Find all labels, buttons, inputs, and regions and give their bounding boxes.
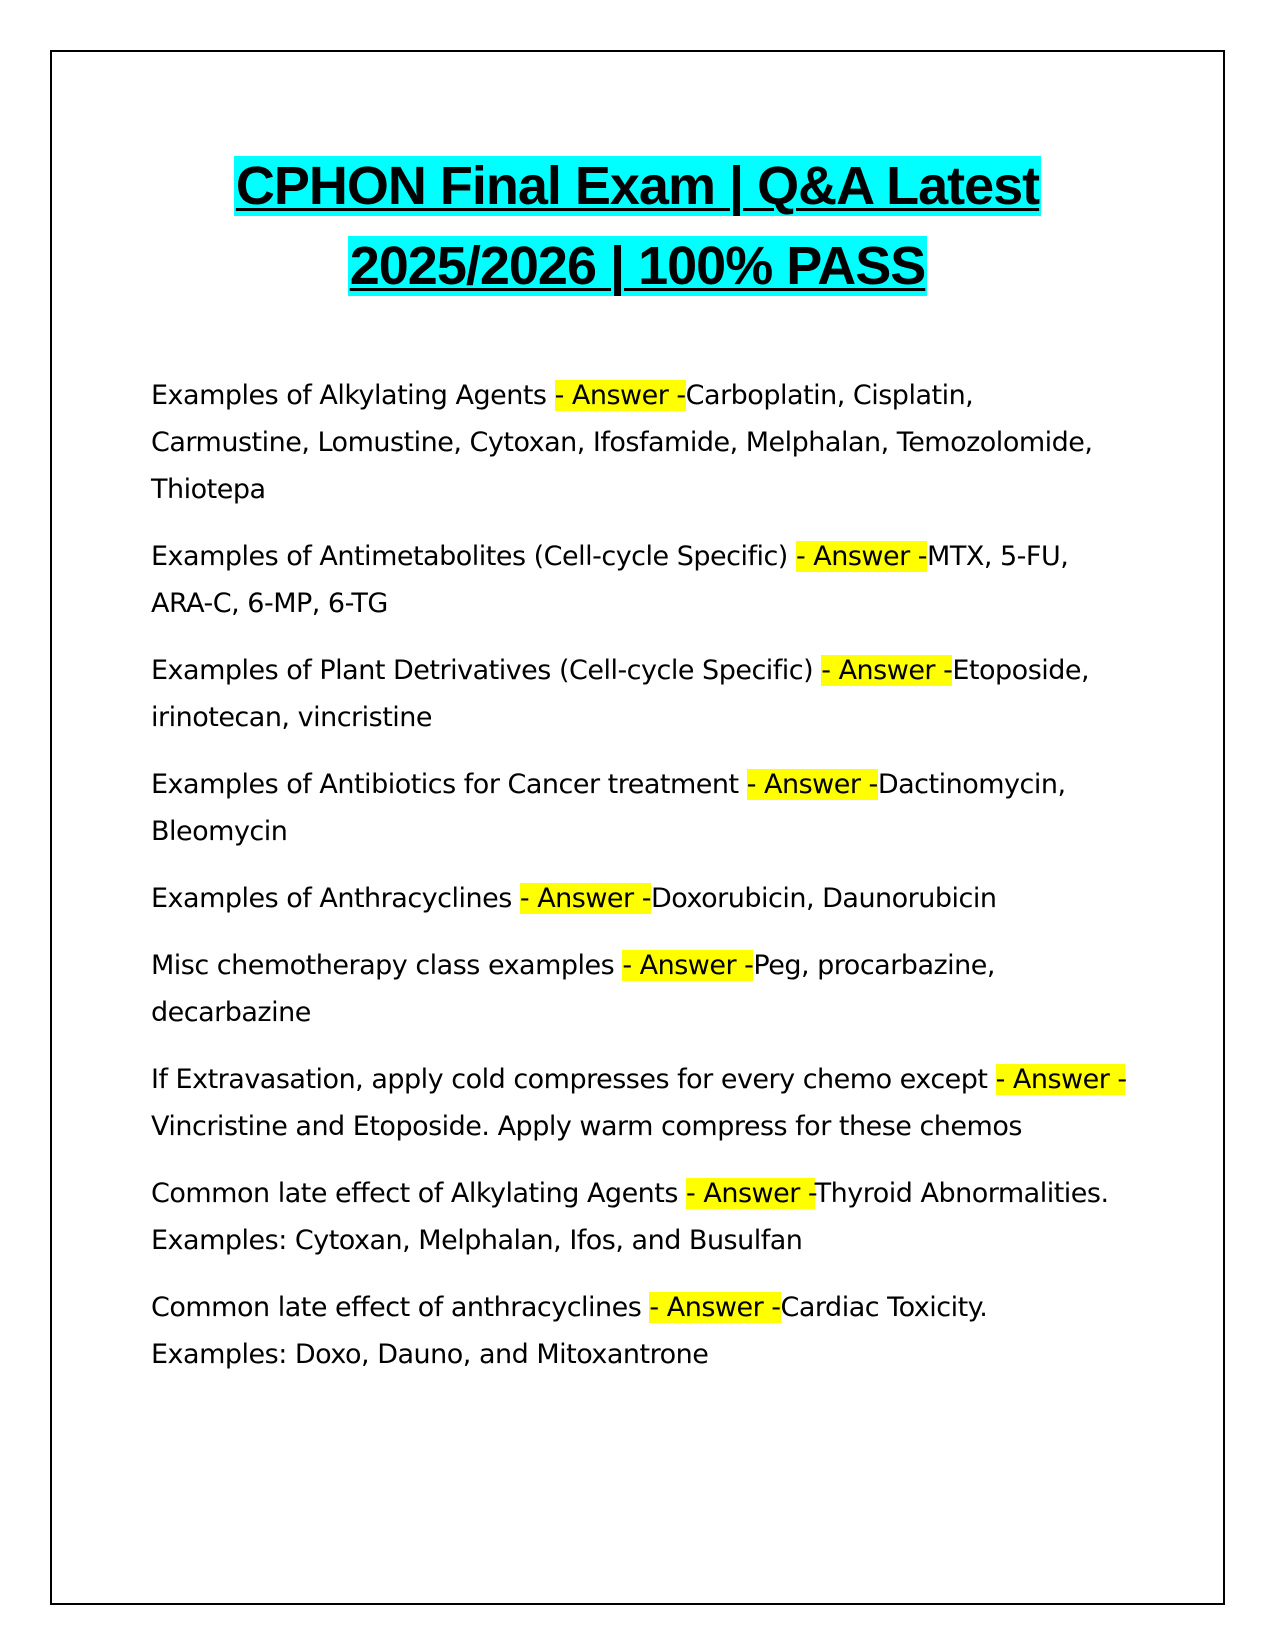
question-text: Misc chemotherapy class examples <box>151 950 623 981</box>
answer-text: Peg, procarbazine, decarbazine <box>151 950 995 1028</box>
answer-text: Dactinomycin, Bleomycin <box>151 769 1066 847</box>
qa-list <box>151 372 1131 1398</box>
answer-text: Etoposide, irinotecan, vincristine <box>151 655 1090 733</box>
qa-item-9 <box>151 1284 1131 1378</box>
answer-marker: - Answer - <box>649 1292 781 1323</box>
question-text: Common late effect of Alkylating Agents <box>151 1178 687 1209</box>
answer-text: Carboplatin, Cisplatin, Carmustine, Lomustine, Cytoxan, Ifosfamide, Melphalan, Temozolomide, Thiotepa <box>151 380 1093 505</box>
answer-marker: - Answer - <box>554 380 686 411</box>
title-line <box>50 146 1225 226</box>
question-text: Examples of Anthracyclines <box>151 883 520 914</box>
answer-text: Vincristine and Etoposide. Apply warm compress for these chemos <box>151 1111 1022 1142</box>
qa-item-3 <box>151 647 1131 741</box>
title-line-1: CPHON Final Exam | Q&A Latest <box>235 156 1040 216</box>
answer-text: Cardiac Toxicity. Examples: Doxo, Dauno, and Mitoxantrone <box>151 1292 988 1370</box>
page-title <box>50 146 1225 306</box>
question-text: Examples of Alkylating Agents <box>151 380 555 411</box>
question-text: Examples of Plant Detrivatives (Cell-cycle Specific) <box>151 655 822 686</box>
title-line-2: 2025/2026 | 100% PASS <box>349 236 926 296</box>
question-text: Common late effect of anthracyclines <box>151 1292 650 1323</box>
answer-marker: - Answer - <box>995 1064 1126 1095</box>
answer-marker: - Answer - <box>746 769 878 800</box>
answer-marker: - Answer - <box>821 655 953 686</box>
answer-marker: - Answer - <box>622 950 754 981</box>
title-line <box>50 226 1225 306</box>
answer-text: MTX, 5-FU, ARA-C, 6-MP, 6-TG <box>151 541 1069 619</box>
answer-text: Thyroid Abnormalities. Examples: Cytoxan, Melphalan, Ifos, and Busulfan <box>151 1178 1109 1256</box>
answer-text: Doxorubicin, Daunorubicin <box>650 883 997 914</box>
answer-marker: - Answer - <box>686 1178 815 1209</box>
qa-item-5 <box>151 875 1131 922</box>
qa-item-8 <box>151 1170 1131 1264</box>
qa-item-6 <box>151 942 1131 1036</box>
question-text: If Extravasation, apply cold compresses for every chemo except <box>151 1064 996 1095</box>
qa-item-1 <box>151 372 1131 513</box>
answer-marker: - Answer - <box>519 883 651 914</box>
question-text: Examples of Antibiotics for Cancer treatment <box>151 769 747 800</box>
question-text: Examples of Antimetabolites (Cell-cycle Specific) <box>151 541 796 572</box>
qa-item-2 <box>151 533 1131 627</box>
qa-item-4 <box>151 761 1131 855</box>
answer-marker: - Answer - <box>795 541 928 572</box>
qa-item-7 <box>151 1056 1131 1150</box>
